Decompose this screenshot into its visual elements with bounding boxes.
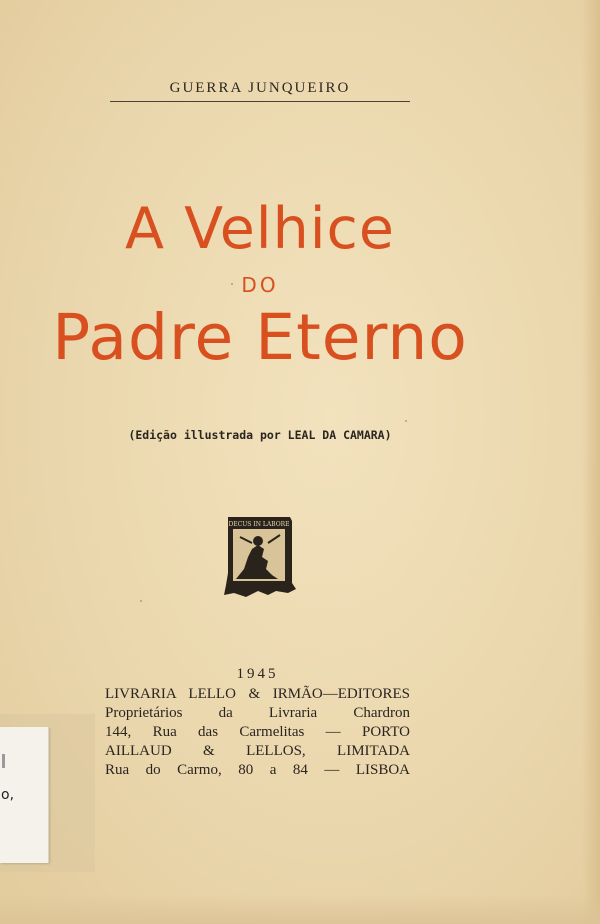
paper-speck — [231, 283, 233, 285]
imprint-block — [105, 666, 410, 780]
imprint-line: Rua do Carmo, 80 a 84 — LISBOA — [105, 762, 410, 778]
paper-speck — [405, 420, 407, 422]
library-label-text: o, — [1, 787, 15, 803]
page-edge-shadow — [582, 0, 600, 924]
paper-speck — [140, 600, 142, 602]
title-line-1: A Velhice — [125, 196, 395, 262]
label-mark — [2, 754, 5, 768]
imprint-line: 144, Rua das Carmelitas — PORTO — [105, 724, 410, 740]
author-rule — [110, 101, 410, 102]
page-edge-shadow-bottom — [0, 894, 600, 924]
imprint-line: LIVRARIA LELLO & IRMÃO—EDITORES — [105, 686, 410, 702]
author-name: GUERRA JUNQUEIRO — [169, 80, 351, 96]
imprint-line: Proprietários da Livraria Chardron — [105, 705, 410, 721]
emblem-motto: DECUS IN LABORE — [228, 521, 290, 528]
title-line-2: DO — [241, 273, 279, 297]
title-line-3: Padre Eterno — [52, 301, 468, 374]
illustrator-credit: (Edição illustrada por LEAL DA CAMARA) — [128, 428, 392, 442]
publisher-emblem-icon — [222, 513, 296, 599]
imprint-line: AILLAUD & LELLOS, LIMITADA — [105, 743, 410, 759]
publication-year: 1945 — [236, 666, 279, 682]
